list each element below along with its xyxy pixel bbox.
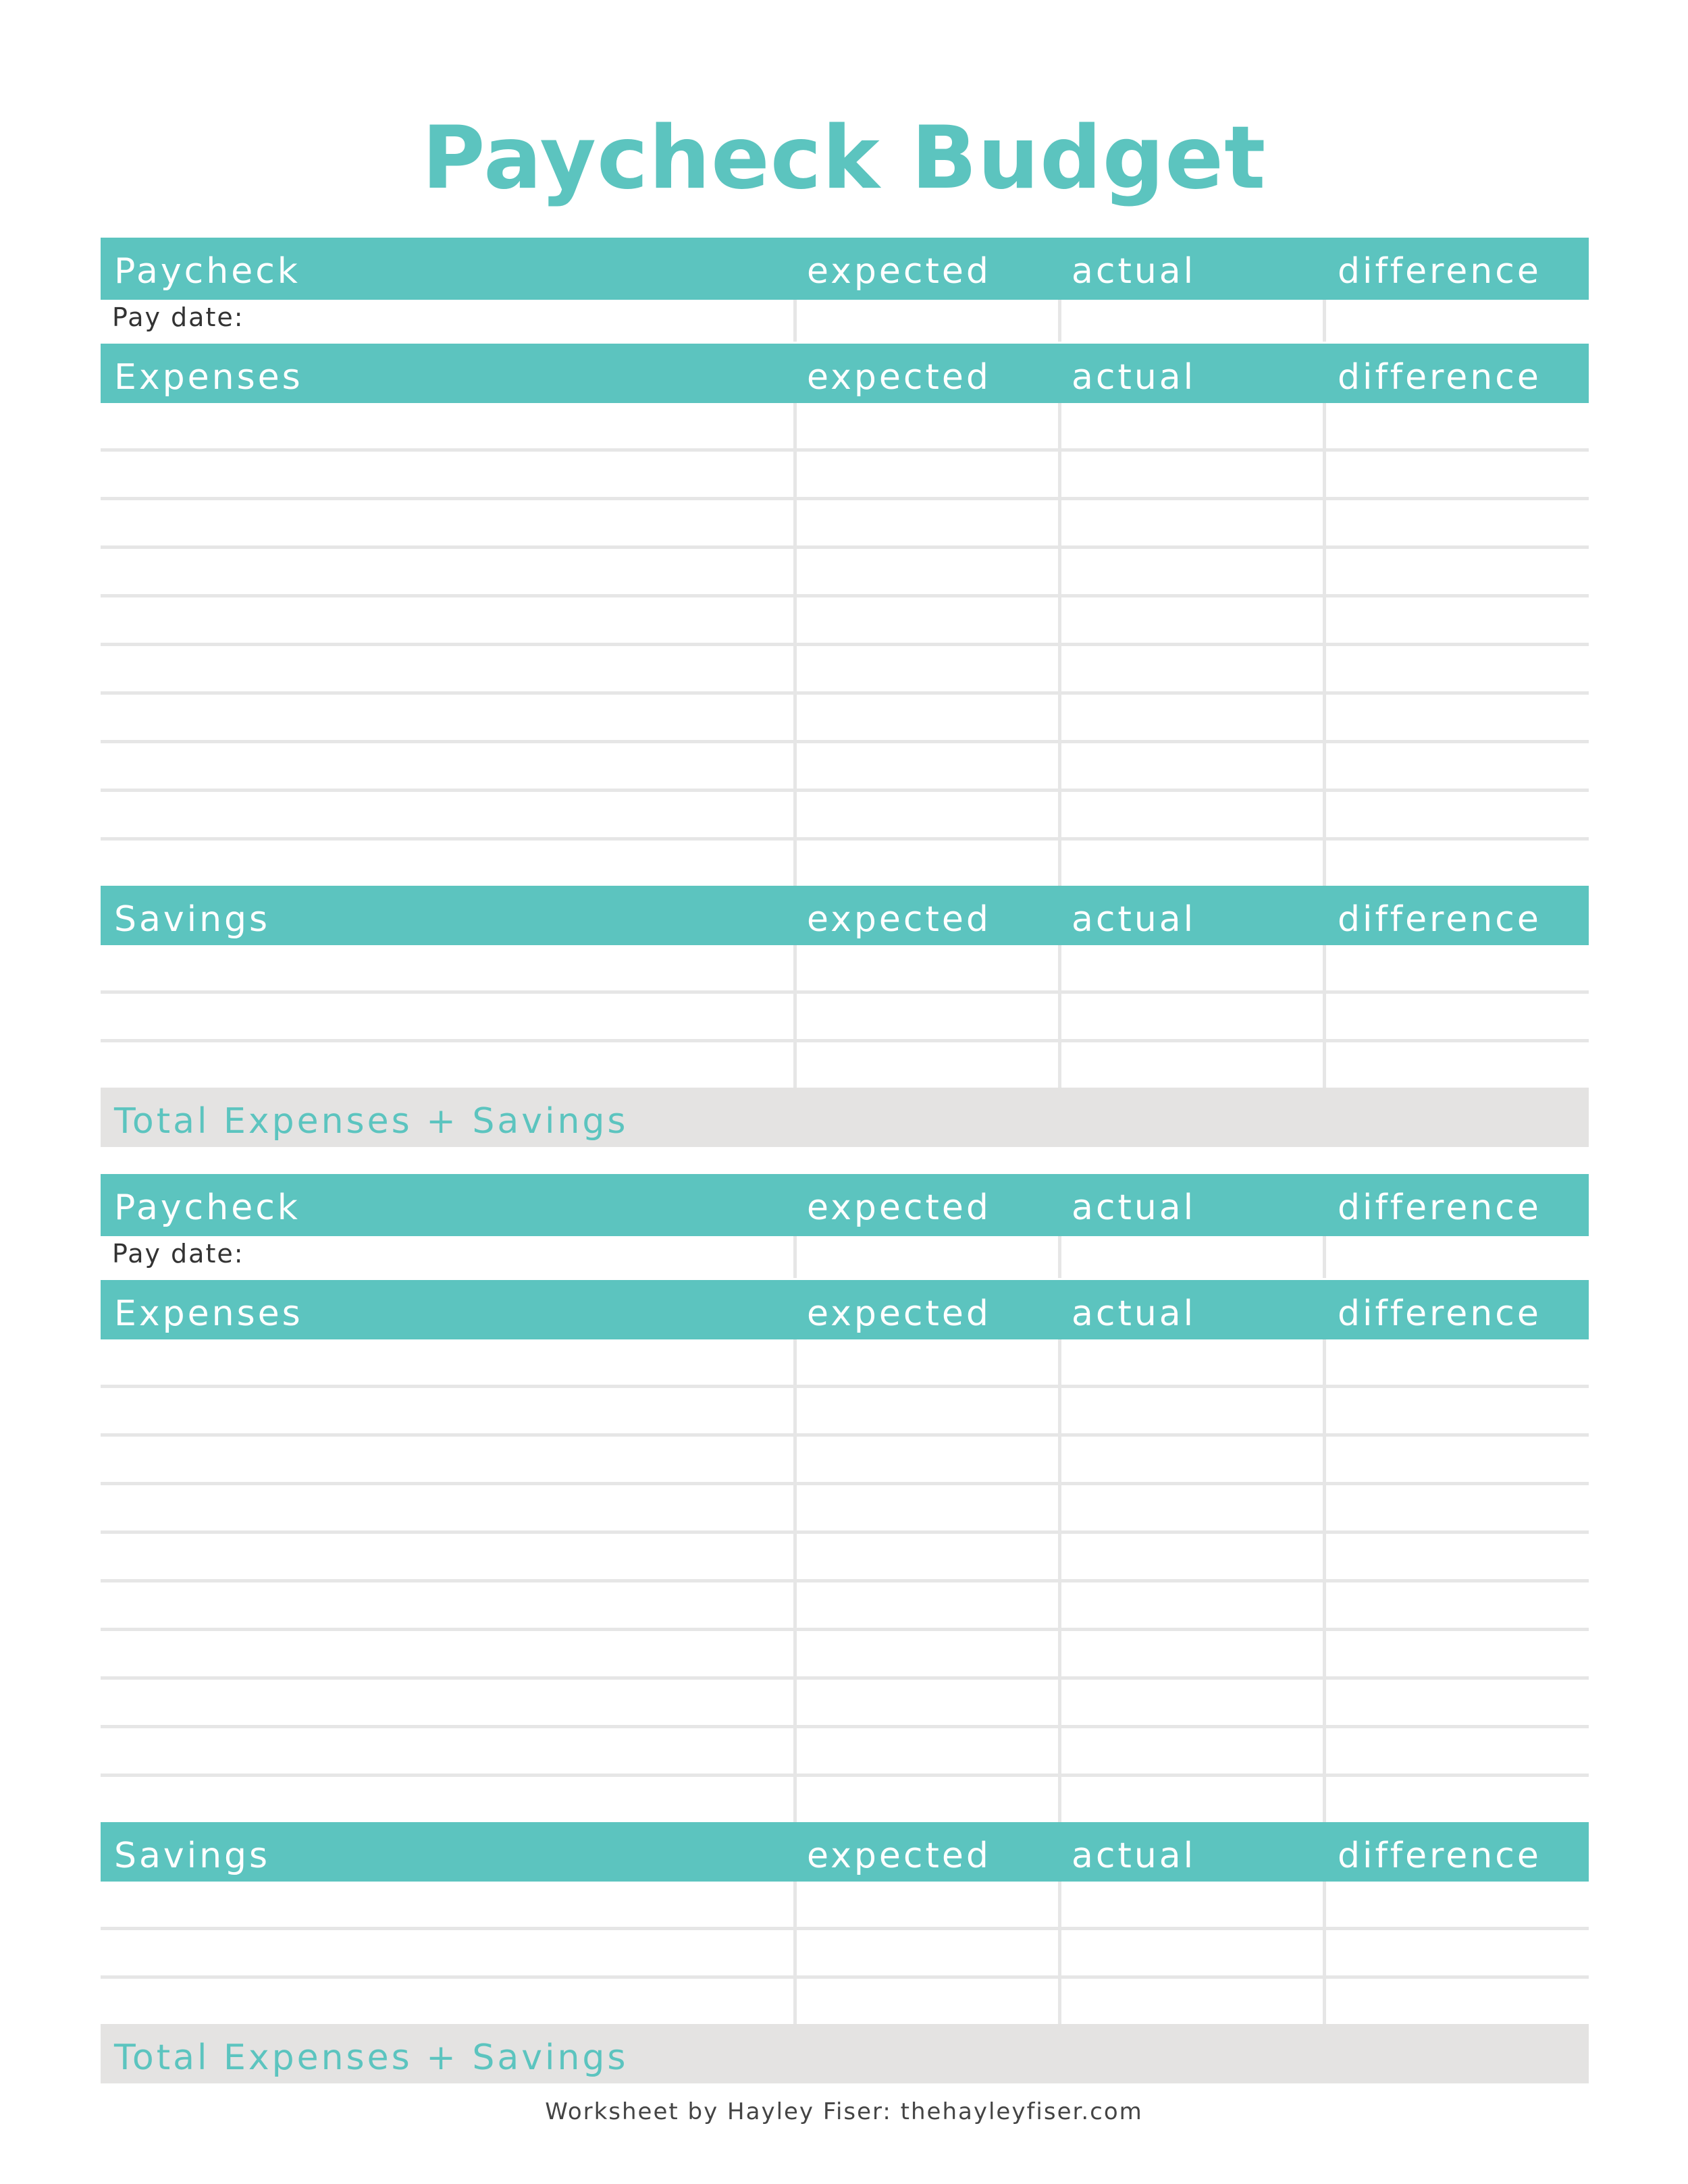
difference-col-header: difference bbox=[1338, 251, 1541, 292]
pay-date-label: Pay date: bbox=[112, 1239, 244, 1269]
difference-col-header: difference bbox=[1338, 1836, 1541, 1876]
paycheck-label: Paycheck bbox=[114, 251, 300, 292]
expenses-label: Expenses bbox=[114, 357, 303, 398]
expense-rows bbox=[101, 403, 1589, 886]
savings-header bbox=[101, 886, 1589, 945]
expected-col-header: expected bbox=[807, 899, 991, 940]
expense-row[interactable] bbox=[101, 597, 1589, 646]
expense-row[interactable] bbox=[101, 1728, 1589, 1777]
difference-col-header: difference bbox=[1338, 899, 1541, 940]
expense-row[interactable] bbox=[101, 1777, 1589, 1822]
savings-row[interactable] bbox=[101, 945, 1589, 994]
savings-row[interactable] bbox=[101, 1042, 1589, 1088]
total-expenses-savings-bar bbox=[101, 2024, 1589, 2083]
budget-section-2 bbox=[101, 1174, 1589, 2083]
column-divider bbox=[1323, 1236, 1326, 1278]
pay-date-row[interactable] bbox=[101, 1236, 1589, 1278]
difference-col-header: difference bbox=[1338, 1294, 1541, 1334]
actual-col-header: actual bbox=[1072, 1188, 1196, 1228]
expense-row[interactable] bbox=[101, 403, 1589, 452]
savings-rows bbox=[101, 945, 1589, 1088]
expense-row[interactable] bbox=[101, 743, 1589, 792]
expenses-label: Expenses bbox=[114, 1294, 303, 1334]
pay-date-row[interactable] bbox=[101, 300, 1589, 342]
expense-row[interactable] bbox=[101, 646, 1589, 695]
expense-row[interactable] bbox=[101, 452, 1589, 500]
savings-row[interactable] bbox=[101, 1930, 1589, 1979]
expected-col-header: expected bbox=[807, 357, 991, 398]
column-divider bbox=[1323, 300, 1326, 342]
actual-col-header: actual bbox=[1072, 1294, 1196, 1334]
column-divider bbox=[1058, 300, 1061, 342]
expense-row[interactable] bbox=[101, 1437, 1589, 1485]
expected-col-header: expected bbox=[807, 1836, 991, 1876]
actual-col-header: actual bbox=[1072, 899, 1196, 940]
expense-row[interactable] bbox=[101, 1388, 1589, 1437]
expense-row[interactable] bbox=[101, 1680, 1589, 1728]
paycheck-header bbox=[101, 1174, 1589, 1236]
savings-row[interactable] bbox=[101, 994, 1589, 1042]
expense-row[interactable] bbox=[101, 1631, 1589, 1680]
actual-col-header: actual bbox=[1072, 251, 1196, 292]
expected-col-header: expected bbox=[807, 1188, 991, 1228]
expected-col-header: expected bbox=[807, 1294, 991, 1334]
expense-row[interactable] bbox=[101, 841, 1589, 886]
expense-row[interactable] bbox=[101, 695, 1589, 743]
expense-row[interactable] bbox=[101, 500, 1589, 549]
total-label: Total Expenses + Savings bbox=[114, 1101, 629, 1142]
pay-date-label: Pay date: bbox=[112, 302, 244, 332]
expenses-header bbox=[101, 1280, 1589, 1339]
difference-col-header: difference bbox=[1338, 1188, 1541, 1228]
expense-row[interactable] bbox=[101, 792, 1589, 841]
expense-rows bbox=[101, 1339, 1589, 1822]
page-title: Paycheck Budget bbox=[421, 108, 1267, 209]
difference-col-header: difference bbox=[1338, 357, 1541, 398]
expected-col-header: expected bbox=[807, 251, 991, 292]
expense-row[interactable] bbox=[101, 549, 1589, 597]
expense-row[interactable] bbox=[101, 1534, 1589, 1582]
total-expenses-savings-bar bbox=[101, 1088, 1589, 1147]
savings-label: Savings bbox=[114, 899, 271, 940]
column-divider bbox=[793, 300, 797, 342]
actual-col-header: actual bbox=[1072, 357, 1196, 398]
savings-label: Savings bbox=[114, 1836, 271, 1876]
paycheck-label: Paycheck bbox=[114, 1188, 300, 1228]
expense-row[interactable] bbox=[101, 1582, 1589, 1631]
savings-header bbox=[101, 1822, 1589, 1882]
footer-credit: Worksheet by Hayley Fiser: thehayleyfiser.com bbox=[545, 2098, 1143, 2125]
savings-rows bbox=[101, 1882, 1589, 2024]
total-label: Total Expenses + Savings bbox=[114, 2037, 629, 2078]
expenses-header bbox=[101, 344, 1589, 403]
savings-row[interactable] bbox=[101, 1882, 1589, 1930]
paycheck-header bbox=[101, 238, 1589, 300]
column-divider bbox=[1058, 1236, 1061, 1278]
savings-row[interactable] bbox=[101, 1979, 1589, 2024]
expense-row[interactable] bbox=[101, 1485, 1589, 1534]
column-divider bbox=[793, 1236, 797, 1278]
budget-section-1 bbox=[101, 238, 1589, 1147]
expense-row[interactable] bbox=[101, 1339, 1589, 1388]
actual-col-header: actual bbox=[1072, 1836, 1196, 1876]
